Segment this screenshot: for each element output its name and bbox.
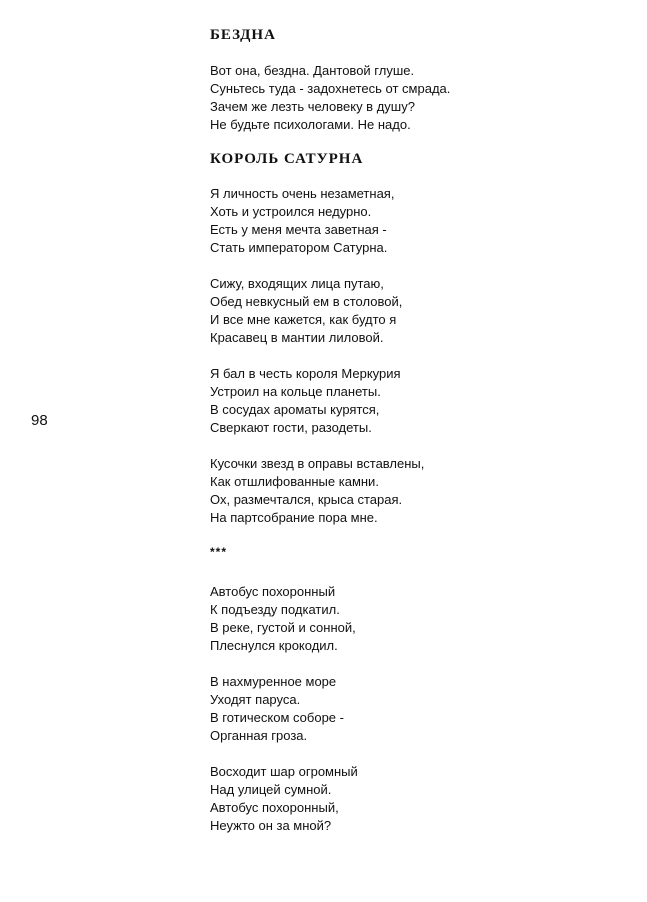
poem-line: Обед невкусный ем в столовой,: [210, 294, 403, 309]
poem-line: На партсобрание пора мне.: [210, 510, 378, 525]
stanza: [210, 583, 610, 655]
poem-line: Есть у меня мечта заветная -: [210, 222, 387, 237]
poem-title-asterisks: ***: [210, 545, 228, 559]
poem-title-korol-saturna: КОРОЛЬ САТУРНА: [210, 151, 364, 167]
stanza: [210, 365, 610, 437]
poem-line: Не будьте психологами. Не надо.: [210, 117, 411, 132]
poem-line: Хоть и устроился недурно.: [210, 204, 372, 219]
stanza: [210, 62, 610, 134]
stanza: [210, 275, 610, 347]
poem-line: Устроил на кольце планеты.: [210, 384, 381, 399]
page-number: 98: [31, 412, 48, 429]
poem-line: Органная гроза.: [210, 728, 308, 743]
poem-line: В готическом соборе -: [210, 710, 344, 725]
poem-line: Стать императором Сатурна.: [210, 240, 388, 255]
poem-line: Ох, размечтался, крыса старая.: [210, 492, 403, 507]
poem-line: Кусочки звезд в оправы вставлены,: [210, 456, 425, 471]
stanza: [210, 455, 610, 527]
poem-line: Над улицей сумной.: [210, 782, 332, 797]
poem-line: В реке, густой и сонной,: [210, 620, 356, 635]
poem-line: Уходят паруса.: [210, 692, 301, 707]
poem-line: Неужто он за мной?: [210, 818, 332, 833]
poem-line: К подъезду подкатил.: [210, 602, 340, 617]
poem-line: В сосудах ароматы курятся,: [210, 402, 380, 417]
stanza: [210, 673, 610, 745]
poem-line: Плеснулся крокодил.: [210, 638, 338, 653]
poem-line: Зачем же лезть человеку в душу?: [210, 99, 415, 114]
poem-line: Восходит шар огромный: [210, 764, 358, 779]
poem-line: Суньтесь туда - задохнетесь от смрада.: [210, 81, 451, 96]
poems-column: [210, 26, 610, 835]
poem-line: Вот она, бездна. Дантовой глуше.: [210, 63, 415, 78]
poem-line: Я бал в честь короля Меркурия: [210, 366, 401, 381]
poem-line: Я личность очень незаметная,: [210, 186, 395, 201]
poem-line: В нахмуренное море: [210, 674, 337, 689]
stanza: [210, 185, 610, 257]
poem-line: Сверкают гости, разодеты.: [210, 420, 372, 435]
poem-line: И все мне кажется, как будто я: [210, 312, 397, 327]
poem-line: Автобус похоронный,: [210, 800, 339, 815]
poem-line: Сижу, входящих лица путаю,: [210, 276, 384, 291]
poem-line: Как отшлифованные камни.: [210, 474, 379, 489]
poem-line: Автобус похоронный: [210, 584, 336, 599]
poem-line: Красавец в мантии лиловой.: [210, 330, 384, 345]
stanza: [210, 763, 610, 835]
poem-title-bezdna: БЕЗДНА: [210, 27, 276, 43]
